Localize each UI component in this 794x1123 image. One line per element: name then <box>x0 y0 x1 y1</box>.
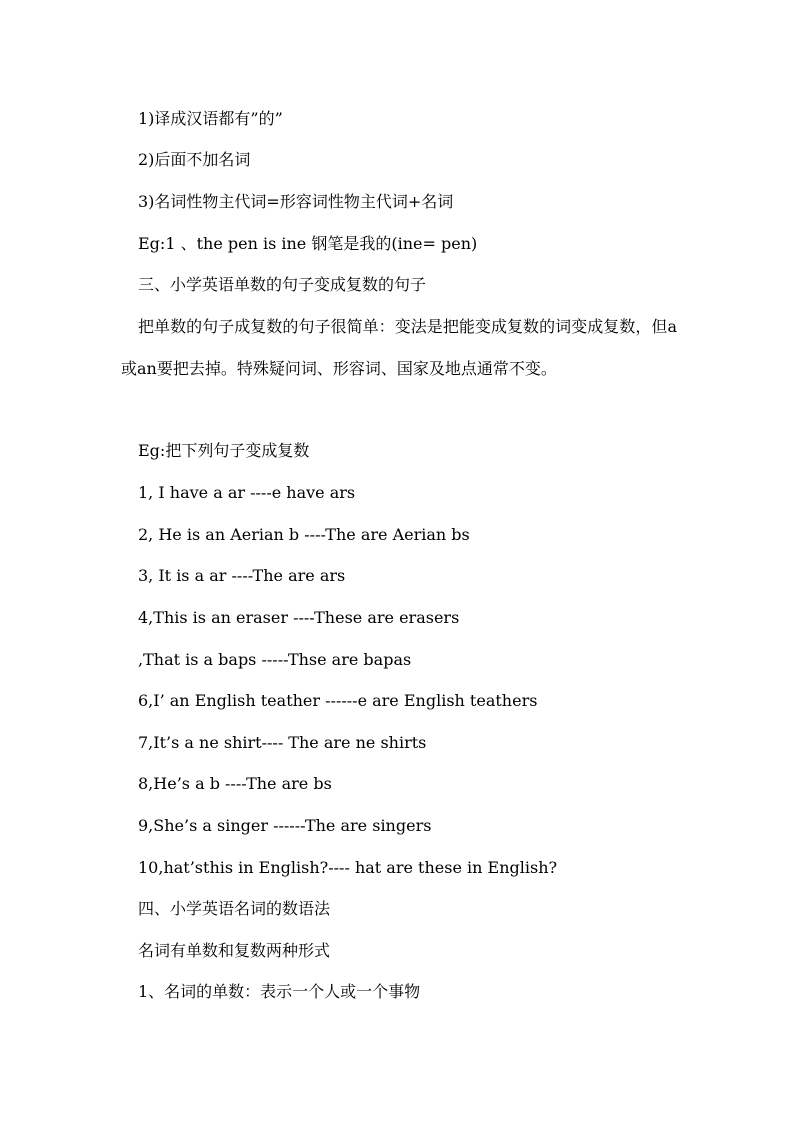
example-item: 8,He’s a b ----The are bs <box>138 774 332 793</box>
explanation-paragraph: 把单数的句子成复数的句子很简单：变法是把能变成复数的词变成复数，但a或an要把去掉。特殊疑问词、形容词、国家及地点通常不变。 <box>121 317 677 378</box>
example-item: 4,This is an eraser ----These are erasers <box>138 608 460 627</box>
example-item: ,That is a baps -----Thse are bapas <box>138 650 412 669</box>
section-four-intro: 名词有单数和复数两种形式 <box>138 941 331 960</box>
section-four-item-1: 1、名词的单数：表示一个人或一个事物 <box>138 982 421 1001</box>
example-item: 2, He is an Aerian b ----The are Aerian bs <box>138 525 470 544</box>
example-item: 6,I’ an English teather ------e are English teathers <box>138 691 538 710</box>
example-item: 10,hat’sthis in English?---- hat are these in English? <box>138 858 558 877</box>
section-heading-three: 三、小学英语单数的句子变成复数的句子 <box>138 275 427 294</box>
section-heading-four: 四、小学英语名词的数语法 <box>138 899 331 918</box>
example-line: Eg:1 、the pen is ine 钢笔是我的(ine= pen) <box>138 234 478 253</box>
example-heading: Eg:把下列句子变成复数 <box>138 441 310 460</box>
example-item: 1, I have a ar ----e have ars <box>138 483 356 502</box>
example-item: 7,It’s a ne shirt---- The are ne shirts <box>138 733 427 752</box>
rule-line-2: 2)后面不加名词 <box>138 150 251 169</box>
rule-line-3: 3)名词性物主代词=形容词性物主代词+名词 <box>138 192 454 211</box>
rule-line-1: 1)译成汉语都有”的” <box>138 109 283 128</box>
example-item: 9,She’s a singer ------The are singers <box>138 816 432 835</box>
example-item: 3, It is a ar ----The are ars <box>138 566 346 585</box>
